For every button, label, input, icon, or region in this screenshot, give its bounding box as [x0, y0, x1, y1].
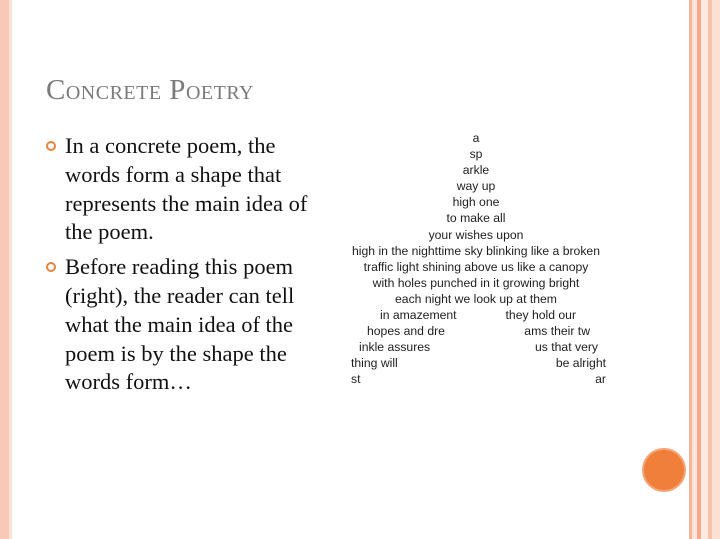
bullet-circle-icon: [46, 141, 56, 151]
poem-line: traffic light shining above us like a canopy: [363, 259, 589, 274]
left-border-decoration: [0, 0, 9, 539]
poem-line: your wishes upon: [428, 227, 524, 242]
bullet-circle-icon: [46, 262, 56, 272]
right-stripes-decoration: [686, 0, 720, 539]
poem-line: each night we look up at them: [395, 291, 557, 306]
poem-line: inkle assures us that very: [359, 340, 598, 355]
bullet-text: Before reading this poem (right), the reader can tell what the main idea of the poem is by the shape the words form…: [65, 254, 295, 395]
bullet-item: [44, 253, 334, 397]
poem-line: arkle: [462, 163, 490, 178]
poem-line: thing will be alright: [351, 356, 606, 371]
poem-line: hopes and dre ams their tw: [367, 324, 590, 339]
poem-line: high in the nighttime sky blinking like a broken: [352, 243, 600, 258]
bullet-list: [44, 132, 334, 403]
poem-line: sp: [469, 147, 483, 162]
poem-line: in amazement they hold our: [380, 308, 576, 323]
slide-title: Concrete Poetry: [46, 74, 254, 106]
poem-line: with holes punched in it growing bright: [372, 275, 580, 290]
poem-line: a: [472, 131, 480, 145]
orange-circle-decoration: [644, 450, 684, 490]
poem-line: way up: [456, 179, 496, 194]
poem-line: st ar: [351, 372, 606, 387]
poem-line: to make all: [446, 211, 506, 226]
bullet-item: [44, 132, 334, 247]
bullet-text: In a concrete poem, the words form a shape that represents the main idea of the poem.: [65, 133, 308, 245]
concrete-poem: [322, 130, 630, 388]
poem-line: high one: [452, 195, 500, 210]
